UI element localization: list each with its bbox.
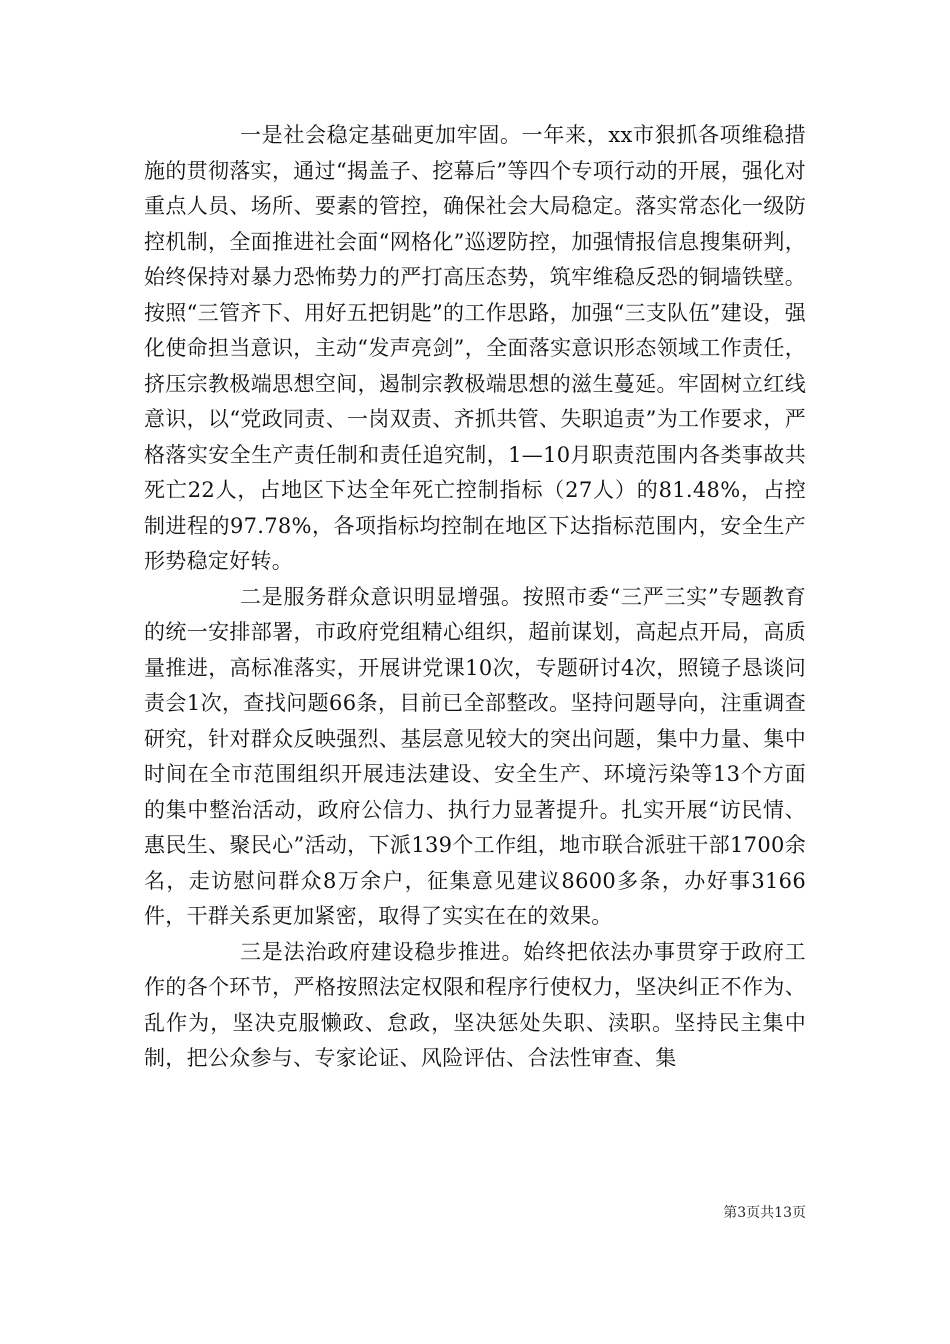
paragraph-public-service: 二是服务群众意识明显增强。按照市委“三严三实”专题教育的统一安排部署，市政府党组精心组织，超前谋划，高起点开局，高质量推进，高标准落实，开展讲党课10次，专题研讨4次，照镜子恳谈问责会1次，查找问题66条，目前已全部整改。坚持问题导向，注重调查研究，针对群众反映强烈、基层意见较大的突出问题，集中力量、集中时间在全市范围组织开展违法建设、安全生产、环境污染等13个方面的集中整治活动，政府公信力、执行力显著提升。扎实开展“访民情、惠民生、聚民心”活动，下派139个工作组，地市联合派驻干部1700余名，走访慰问群众8万余户，征集意见建议8600多条，办好事3166件，干群关系更加紧密，取得了实实在在的效果。 [144,584,806,928]
page-number-footer: 第3页共13页 [723,1205,806,1221]
document-body [144,118,806,1077]
paragraph-rule-of-law: 三是法治政府建设稳步推进。始终把依法办事贯穿于政府工作的各个环节，严格按照法定权限和程序行使权力，坚决纠正不作为、乱作为，坚决克服懒政、怠政，坚决惩处失职、渎职。坚持民主集中制，把公众参与、专家论证、风险评估、合法性审查、集 [144,939,806,1070]
paragraph-social-stability: 一是社会稳定基础更加牢固。一年来，xx市狠抓各项维稳措施的贯彻落实，通过“揭盖子、挖幕后”等四个专项行动的开展，强化对重点人员、场所、要素的管控，确保社会大局稳定。落实常态化一级防控机制，全面推进社会面“网格化”巡逻防控，加强情报信息搜集研判，始终保持对暴力恐怖势力的严打高压态势，筑牢维稳反恐的铜墙铁壁。按照“三管齐下、用好五把钥匙”的工作思路，加强“三支队伍”建设，强化使命担当意识，主动“发声亮剑”，全面落实意识形态领域工作责任，挤压宗教极端思想空间，遏制宗教极端思想的滋生蔓延。牢固树立红线意识，以“党政同责、一岗双责、齐抓共管、失职追责”为工作要求，严格落实安全生产责任制和责任追究制，1—10月职责范围内各类事故共死亡22人，占地区下达全年死亡控制指标（27人）的81.48%，占控制进程的97.78%，各项指标均控制在地区下达指标范围内，安全生产形势稳定好转。 [144,123,806,573]
